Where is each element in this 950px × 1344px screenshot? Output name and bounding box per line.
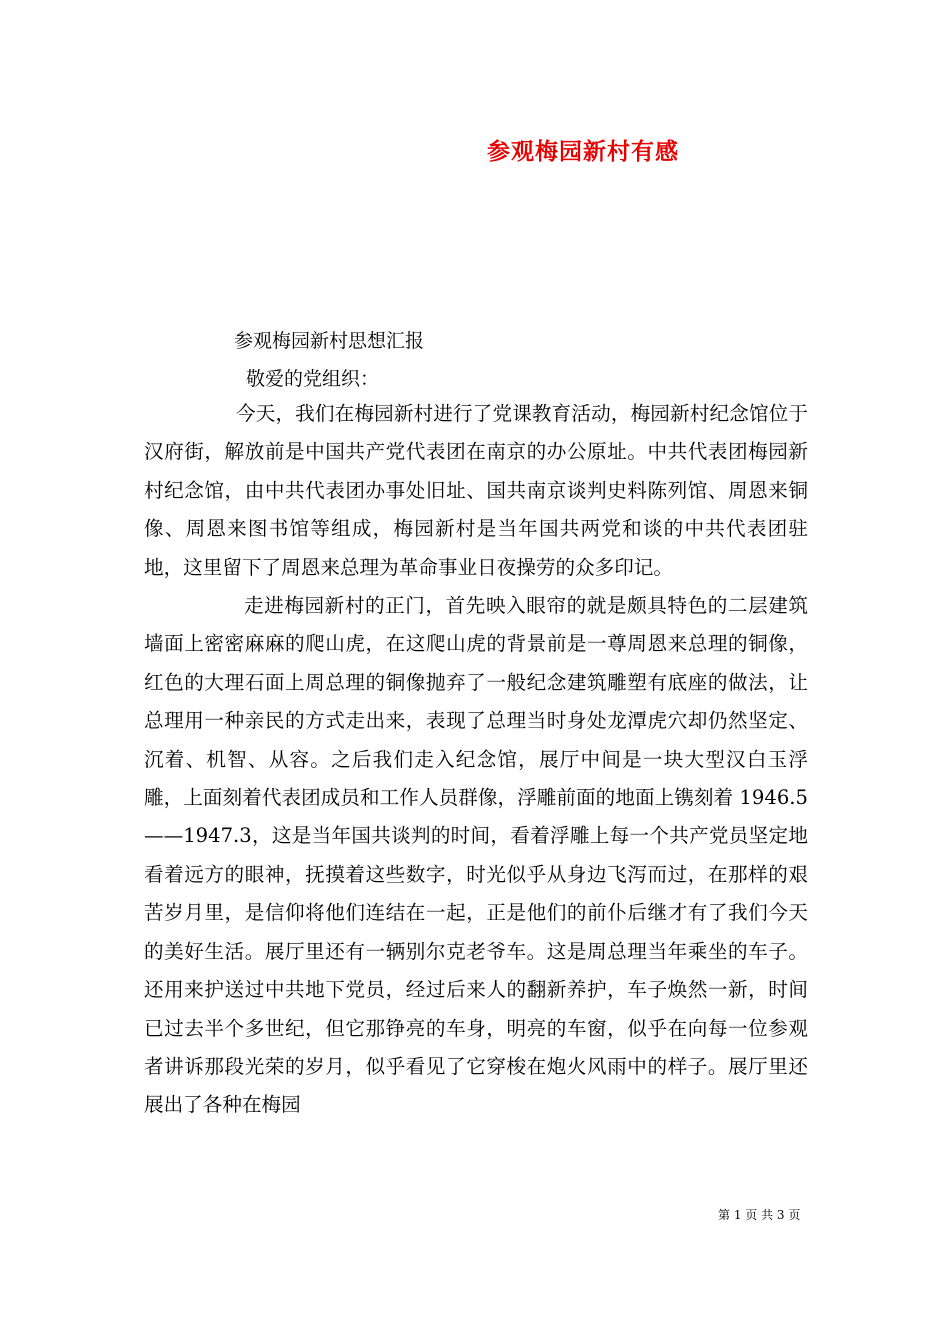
paragraph-1: 今天，我们在梅园新村进行了党课教育活动，梅园新村纪念馆位于汉府街，解放前是中国共产党代表团在南京的办公原址。中共代表团梅园新村纪念馆，由中共代表团办事处旧址、国共南京谈判史料陈列馆、周恩来铜像、周恩来图书馆等组成，梅园新村是当年国共两党和谈的中共代表团驻地，这里留下了周恩来总理为革命事业日夜操劳的众多印记。 [144,402,808,579]
document-title: 参观梅园新村有感 [487,138,679,165]
body-text [144,395,808,1125]
salutation: 敬爱的党组织： [246,368,380,390]
page-number-footer: 第 1 页 共 3 页 [718,1208,801,1222]
report-subtitle: 参观梅园新村思想汇报 [234,330,425,352]
paragraph-2: 走进梅园新村的正门，首先映入眼帘的就是颇具特色的二层建筑墙面上密密麻麻的爬山虎，在这爬山虎的背景前是一尊周恩来总理的铜像，红色的大理石面上周总理的铜像抛弃了一般纪念建筑雕塑有底座的做法，让总理用一种亲民的方式走出来，表现了总理当时身处龙潭虎穴却仍然坚定、沉着、机智、从容。之后我们走入纪念馆，展厅中间是一块大型汉白玉浮雕，上面刻着代表团成员和工作人员群像，浮雕前面的地面上镌刻着 1946.5——1947.3，这是当年国共谈判的时间，看着浮雕上每一个共产党员坚定地看着远方的眼神，抚摸着这些数字，时光似乎从身边飞泻而过，在那样的艰苦岁月里，是信仰将他们连结在一起，正是他们的前仆后继才有了我们今天的美好生活。展厅里还有一辆别尔克老爷车。这是周总理当年乘坐的车子。还用来护送过中共地下党员，经过后来人的翻新养护，车子焕然一新，时间已过去半个多世纪，但它那铮亮的车身，明亮的车窗，似乎在向每一位参观者讲诉那段光荣的岁月，似乎看见了它穿梭在炮火风雨中的样子。展厅里还展出了各种在梅园 [144,594,808,1117]
